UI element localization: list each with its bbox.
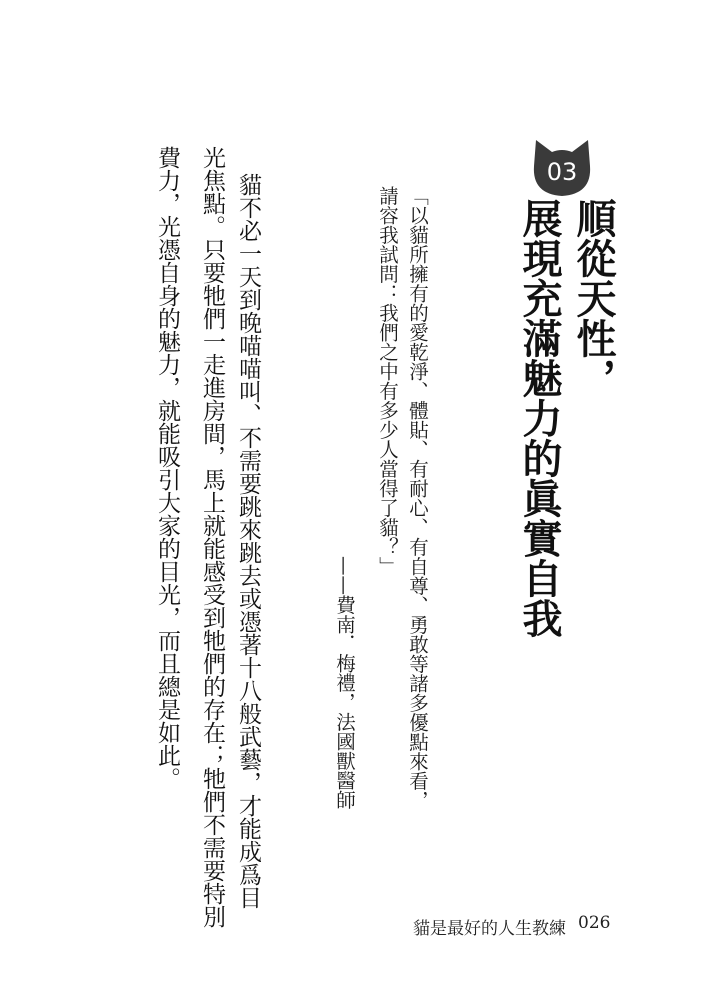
- footer-book-title: 貓是最好的人生教練: [413, 919, 566, 939]
- chapter-number: 03: [546, 158, 578, 186]
- chapter-title-line-1: 順從天性，: [570, 198, 616, 398]
- body-text-line-2: 光焦點。只要牠們一走進房間，馬上就能感受到牠們的存在；牠們不需要特別: [199, 146, 225, 928]
- chapter-badge: [530, 136, 594, 200]
- epigraph-line-1: 「以貓所擁有的愛乾淨、體貼、有耐心、有自尊、勇敢等諸多優點來看，: [406, 186, 429, 810]
- body-text-line-3: 費力，光憑自身的魅力，就能吸引大家的目光，而且總是如此。: [154, 146, 180, 790]
- body-text-line-1: 貓不必一天到晚喵喵叫、不需要跳來跳去或憑著十八般武藝，才能成爲目: [235, 173, 261, 909]
- epigraph-line-2: 請容我試問：我們之中有多少人當得了貓？」: [376, 186, 399, 576]
- epigraph-attribution: ——費南．梅禮，法國獸醫師: [333, 556, 356, 810]
- page-number: 026: [578, 913, 611, 933]
- chapter-title-line-2: 展現充滿魅力的眞實自我: [516, 198, 562, 638]
